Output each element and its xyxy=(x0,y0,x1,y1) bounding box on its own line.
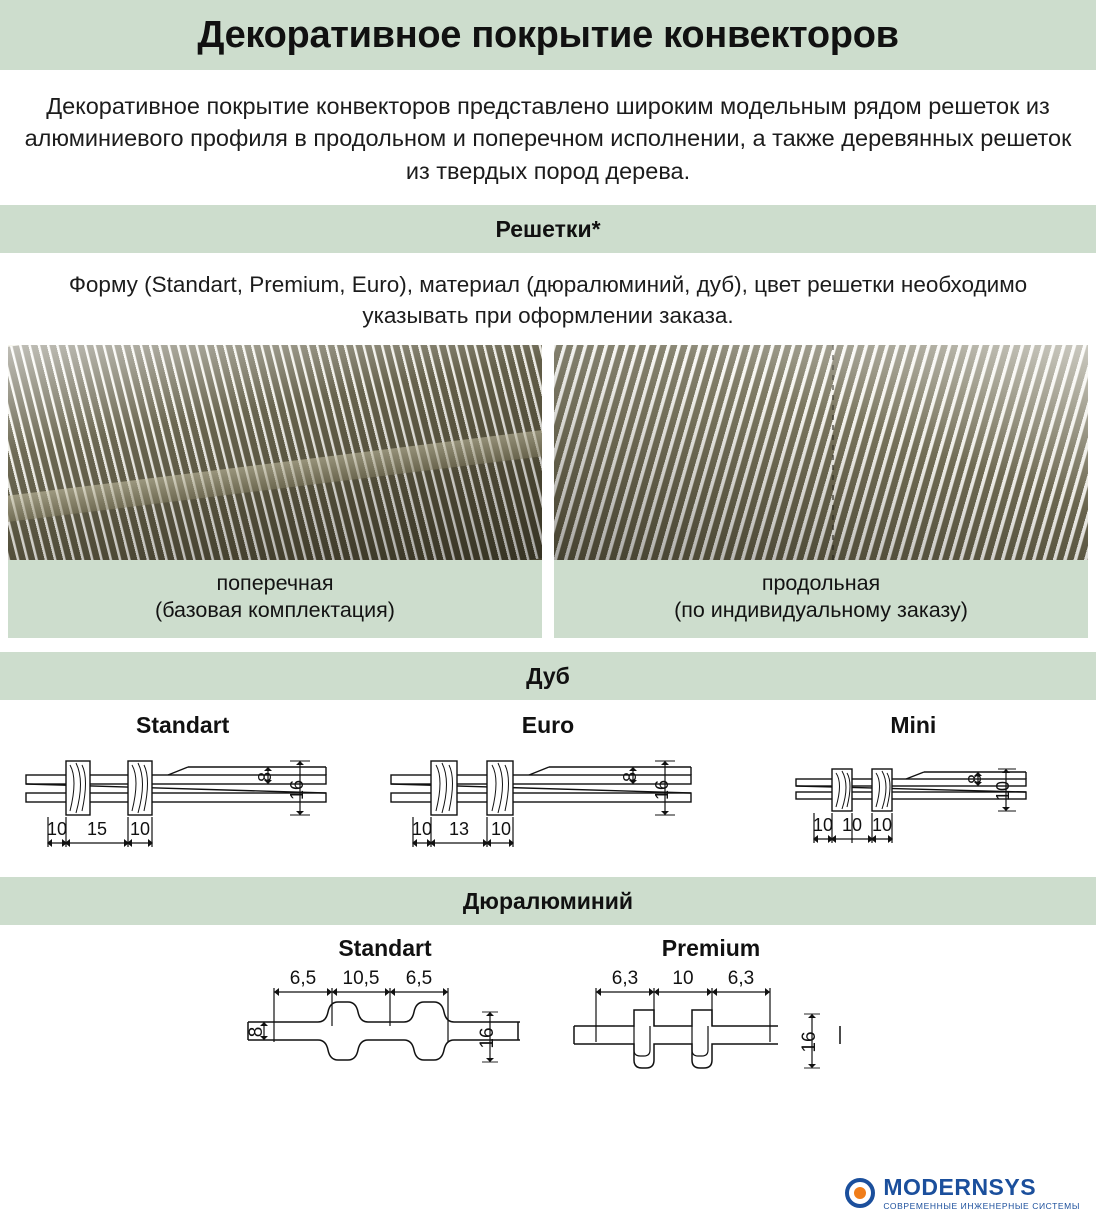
oak-mini-drawing xyxy=(788,747,1038,867)
transverse-grille-caption xyxy=(8,560,542,628)
oak-standart-drawing xyxy=(18,747,348,867)
aluminium-premium-dim-h1: 6,3 xyxy=(611,970,639,990)
aluminium-premium-dim-v1: 16 xyxy=(799,1031,820,1053)
oak-standart-dim-v2: 16 xyxy=(286,780,307,801)
oak-item-mini xyxy=(731,712,1096,867)
section-header-aluminium xyxy=(0,877,1096,925)
oak-item-standart xyxy=(0,712,365,867)
modernsys-logo xyxy=(845,1173,1080,1211)
transverse-grille-caption-line2: (базовая комплектация) xyxy=(155,598,395,623)
oak-item-mini-title: Mini xyxy=(890,712,937,739)
aluminium-premium-dim-h3: 6,3 xyxy=(727,970,755,990)
oak-item-standart-title: Standart xyxy=(136,712,230,739)
transverse-grille-photo xyxy=(8,345,542,560)
aluminium-standart-drawing xyxy=(240,970,530,1090)
oak-mini-dim-h1: 10 xyxy=(813,815,834,836)
aluminium-premium-drawing xyxy=(566,970,856,1090)
aluminium-standart-dim-h3: 6,5 xyxy=(405,970,433,990)
aluminium-item-premium-title: Premium xyxy=(661,935,761,962)
transverse-grille-sheen xyxy=(8,345,542,560)
section-header-oak-label: Дуб xyxy=(526,662,570,689)
intro-paragraph: Декоративное покрытие конвекторов представлено широким модельным рядом решеток из алюминиевого профиля в продольном и поперечном исполнении, а также деревянных решеток из твердых пород дерева. xyxy=(24,93,1072,184)
aluminium-drawings-row xyxy=(0,925,1096,1090)
longitudinal-grille-caption-line1: продольная xyxy=(761,571,881,596)
longitudinal-grille-caption-line2: (по индивидуальному заказу) xyxy=(674,598,968,623)
oak-item-euro-title: Euro xyxy=(521,712,575,739)
section-header-grilles xyxy=(0,205,1096,253)
aluminium-standart-dim-h1: 6,5 xyxy=(289,970,317,990)
transverse-grille-caption-line1: поперечная xyxy=(216,571,334,596)
oak-standart-dim-h2: 15 xyxy=(86,819,107,840)
longitudinal-grille-photo xyxy=(554,345,1088,560)
modernsys-logo-icon xyxy=(845,1178,875,1208)
grille-cards-row xyxy=(0,345,1096,638)
aluminium-item-standart xyxy=(240,935,530,1090)
oak-euro-dim-v2: 16 xyxy=(651,780,672,801)
modernsys-logo-tagline: СОВРЕМЕННЫЕ ИНЖЕНЕРНЫЕ СИСТЕМЫ xyxy=(883,1200,1080,1211)
grille-card-longitudinal xyxy=(554,345,1088,638)
oak-euro-dim-h1: 10 xyxy=(411,819,432,840)
aluminium-standart-dim-h2: 10,5 xyxy=(342,970,380,990)
oak-standart-dim-v1: 8 xyxy=(254,772,275,783)
page-title: Декоративное покрытие конвекторов xyxy=(197,13,899,56)
oak-mini-dim-h2: 10 xyxy=(842,815,863,836)
aluminium-premium-dim-h2: 10 xyxy=(672,970,694,990)
oak-standart-dim-h3: 10 xyxy=(129,819,150,840)
aluminium-item-standart-title: Standart xyxy=(338,935,432,962)
oak-mini-dim-v1: 8 xyxy=(965,774,986,785)
oak-standart-dim-h1: 10 xyxy=(46,819,67,840)
oak-item-euro xyxy=(365,712,730,867)
modernsys-logo-name: MODERNSYS xyxy=(883,1173,1037,1200)
grilles-note: Форму (Standart, Premium, Euro), материал (дюралюминий, дуб), цвет решетки необходимо указывать при оформлении заказа. xyxy=(68,272,1028,329)
oak-euro-dim-h2: 13 xyxy=(448,819,469,840)
grille-card-transverse xyxy=(8,345,542,638)
oak-mini-dim-v2: 10 xyxy=(993,781,1014,802)
oak-euro-dim-h3: 10 xyxy=(490,819,511,840)
section-header-grilles-label: Решетки* xyxy=(495,215,601,242)
oak-mini-dim-h3: 10 xyxy=(872,815,893,836)
oak-euro-drawing xyxy=(383,747,713,867)
section-header-oak xyxy=(0,652,1096,700)
longitudinal-grille-caption xyxy=(554,560,1088,628)
oak-euro-dim-v1: 8 xyxy=(619,772,640,783)
page-title-bar xyxy=(0,0,1096,70)
longitudinal-grille-sheen xyxy=(554,345,1088,560)
aluminium-standart-dim-v1: 8 xyxy=(246,1026,267,1038)
section-header-aluminium-label: Дюралюминий xyxy=(462,887,634,914)
oak-drawings-row xyxy=(0,700,1096,877)
aluminium-standart-dim-v2: 16 xyxy=(477,1027,498,1049)
aluminium-item-premium xyxy=(566,935,856,1090)
